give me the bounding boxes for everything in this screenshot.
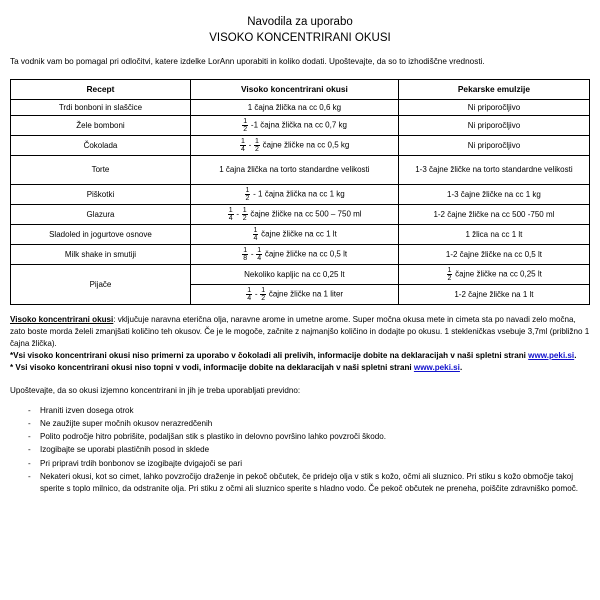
cell-flavor-sep: - bbox=[248, 249, 256, 259]
fraction: $\frac{1}{2}$ bbox=[245, 186, 250, 202]
fraction: $\frac{1}{4}$ bbox=[257, 246, 262, 262]
table-row bbox=[11, 224, 590, 244]
list-item: - Polito področje hitro pobrišite, podaljšan stik s plastiko in delovno površino lahko povzroči škodo. bbox=[28, 431, 590, 443]
table-row bbox=[11, 115, 590, 135]
warning-2-text-b: . bbox=[459, 363, 463, 373]
list-item: - Hraniti izven dosega otrok bbox=[28, 405, 590, 417]
notes-section bbox=[10, 314, 590, 375]
cell-emulsion bbox=[398, 264, 589, 284]
cell-flavor bbox=[190, 224, 398, 244]
table-row bbox=[11, 155, 590, 184]
cell-emulsion: Ni priporočljivo bbox=[398, 99, 589, 115]
cell-flavor bbox=[190, 184, 398, 204]
peki-link-2[interactable]: www.peki.si bbox=[413, 363, 460, 373]
cell-emulsion: 1-2 čajne žličke na cc 0,5 lt bbox=[398, 244, 589, 264]
title-line-2: VISOKO KONCENTRIRANI OKUSI bbox=[209, 32, 391, 44]
fraction: $\frac{1}{4}$ bbox=[240, 137, 245, 153]
cell-flavor-text: čajne žličke na cc 1 lt bbox=[258, 229, 337, 239]
note-lead-label: Visoko koncentrirani okusi bbox=[10, 314, 114, 324]
list-item: - Pri pripravi trdih bonbonov se izogibajte dvigajoči se pari bbox=[28, 458, 590, 470]
cell-flavor-text: -1 čajna žlička na cc 0,7 kg bbox=[248, 120, 347, 130]
cell-flavor-text: čajne žličke na cc 0,5 kg bbox=[260, 140, 350, 150]
cell-emulsion: Ni priporočljivo bbox=[398, 115, 589, 135]
fraction: $\frac{1}{2}$ bbox=[261, 286, 266, 302]
cell-flavor bbox=[190, 115, 398, 135]
advice-section bbox=[10, 385, 590, 496]
dosage-table bbox=[10, 79, 590, 305]
table-row bbox=[11, 204, 590, 224]
header-emulsion: Pekarske emulzije bbox=[398, 79, 589, 99]
cell-flavor: 1 čajna žlička na cc 0,6 kg bbox=[190, 99, 398, 115]
fraction: $\frac{1}{2}$ bbox=[242, 206, 247, 222]
cell-emulsion: Ni priporočljivo bbox=[398, 135, 589, 155]
header-recipe: Recept bbox=[11, 79, 191, 99]
title-line-1: Navodila za uporabo bbox=[247, 16, 353, 28]
cell-recipe: Sladoled in jogurtove osnove bbox=[11, 224, 191, 244]
cell-flavor bbox=[190, 284, 398, 304]
note-lead-text: : vključuje naravna eterična olja, naravne arome in umetne arome. Super močna okusa mete in cimeta sta po navadi zelo močna, zato boste morda želeli zmanjšati količino teh okusov. Če je le mogoče, začnite z najmanjšo količino in dodajte po okusu. 1 stekleničkas vsebuje 3,7ml (približno 1 čajna žlička). bbox=[10, 314, 590, 348]
fraction: $\frac{1}{4}$ bbox=[253, 226, 258, 242]
table-header-row bbox=[11, 79, 590, 99]
document-title bbox=[10, 14, 590, 46]
cell-flavor: 1 čajna žlička na torto standardne velikosti bbox=[190, 155, 398, 184]
cell-recipe: Glazura bbox=[11, 204, 191, 224]
list-item: - Ne zaužijte super močnih okusov nerazredčenih bbox=[28, 418, 590, 430]
cell-emulsion: 1-2 čajne žličke na cc 500 -750 ml bbox=[398, 204, 589, 224]
advice-intro: Upoštevajte, da so okusi izjemno koncentrirani in jih je treba uporabljati previdno: bbox=[10, 385, 301, 395]
cell-recipe: Milk shake in smutiji bbox=[11, 244, 191, 264]
table-row bbox=[11, 135, 590, 155]
cell-flavor bbox=[190, 244, 398, 264]
cell-emulsion: 1-3 čajne žličke na cc 1 kg bbox=[398, 184, 589, 204]
cell-emulsion: 1 žlica na cc 1 lt bbox=[398, 224, 589, 244]
table-row bbox=[11, 184, 590, 204]
fraction: $\frac{1}{4}$ bbox=[247, 286, 252, 302]
warning-1-text-b: . bbox=[574, 351, 577, 361]
cell-recipe: Torte bbox=[11, 155, 191, 184]
cell-recipe: Pijače bbox=[11, 264, 191, 304]
note-definition bbox=[10, 314, 590, 351]
fraction: $\frac{1}{8}$ bbox=[243, 246, 248, 262]
intro-paragraph: Ta vodnik vam bo pomagal pri odločitvi, katere izdelke LorAnn uporabiti in koliko dodati. Upoštevajte, da so to izhodiščne vrednosti. bbox=[10, 57, 485, 66]
cell-flavor-sep: - bbox=[252, 289, 260, 299]
fraction: $\frac{1}{2}$ bbox=[243, 117, 248, 133]
cell-flavor-text: čajne žličke na cc 0,5 lt bbox=[262, 249, 348, 259]
list-item: - Izogibajte se uporabi plastičnih posod in sklede bbox=[28, 444, 590, 456]
cell-recipe: Čokolada bbox=[11, 135, 191, 155]
cell-flavor-text: - 1 čajna žlička na cc 1 kg bbox=[250, 189, 345, 199]
warning-2-text-a: * Vsi visoko koncentrirani okusi niso topni v vodi, informacije dobite na deklaracijah v naši spletni strani bbox=[10, 363, 414, 373]
advice-list bbox=[10, 405, 590, 495]
table-row bbox=[11, 244, 590, 264]
note-warning-2 bbox=[10, 362, 590, 374]
table-row bbox=[11, 99, 590, 115]
peki-link-1[interactable]: www.peki.si bbox=[528, 351, 575, 361]
cell-flavor: Nekoliko kapljic na cc 0,25 lt bbox=[190, 264, 398, 284]
cell-recipe: Žele bomboni bbox=[11, 115, 191, 135]
list-item: - Nekateri okusi, kot so cimet, lahko povzročijo draženje in pekoč občutek, če pridejo olja v stik s kožo, očmi ali sluznico. Pri stiku s kožo območje takoj sperite s toplo milnico, da odstranite olja. Pri stiku z očmi ali sluznico sperite s hladno vodo. Če pekoč občutek ne preneha, poiščite zdravniško pomoč. bbox=[28, 471, 590, 495]
cell-recipe: Trdi bonboni in slaščice bbox=[11, 99, 191, 115]
cell-emulsion-text: čajne žličke na cc 0,25 lt bbox=[452, 269, 542, 279]
header-flavor: Visoko koncentrirani okusi bbox=[190, 79, 398, 99]
cell-flavor-text: čajne žličke na cc 500 – 750 ml bbox=[248, 209, 362, 219]
fraction: $\frac{1}{2}$ bbox=[447, 266, 452, 282]
fraction: $\frac{1}{4}$ bbox=[228, 206, 233, 222]
cell-emulsion: 1-3 čajne žličke na torto standardne velikosti bbox=[398, 155, 589, 184]
cell-flavor bbox=[190, 135, 398, 155]
cell-flavor-text: čajne žličke na 1 liter bbox=[266, 289, 344, 299]
table-row bbox=[11, 264, 590, 284]
cell-flavor bbox=[190, 204, 398, 224]
cell-recipe: Piškotki bbox=[11, 184, 191, 204]
note-warning-1 bbox=[10, 350, 590, 362]
fraction: $\frac{1}{2}$ bbox=[254, 137, 259, 153]
cell-flavor-sep: - bbox=[246, 140, 254, 150]
cell-flavor-sep: - bbox=[234, 209, 242, 219]
warning-1-text-a: *Vsi visoko koncentrirani okusi niso primerni za uporabo v čokoladi ali prelivih, informacije dobite na deklaracijah v naši spletni strani bbox=[10, 351, 529, 361]
cell-emulsion: 1-2 čajne žličke na 1 lt bbox=[398, 284, 589, 304]
